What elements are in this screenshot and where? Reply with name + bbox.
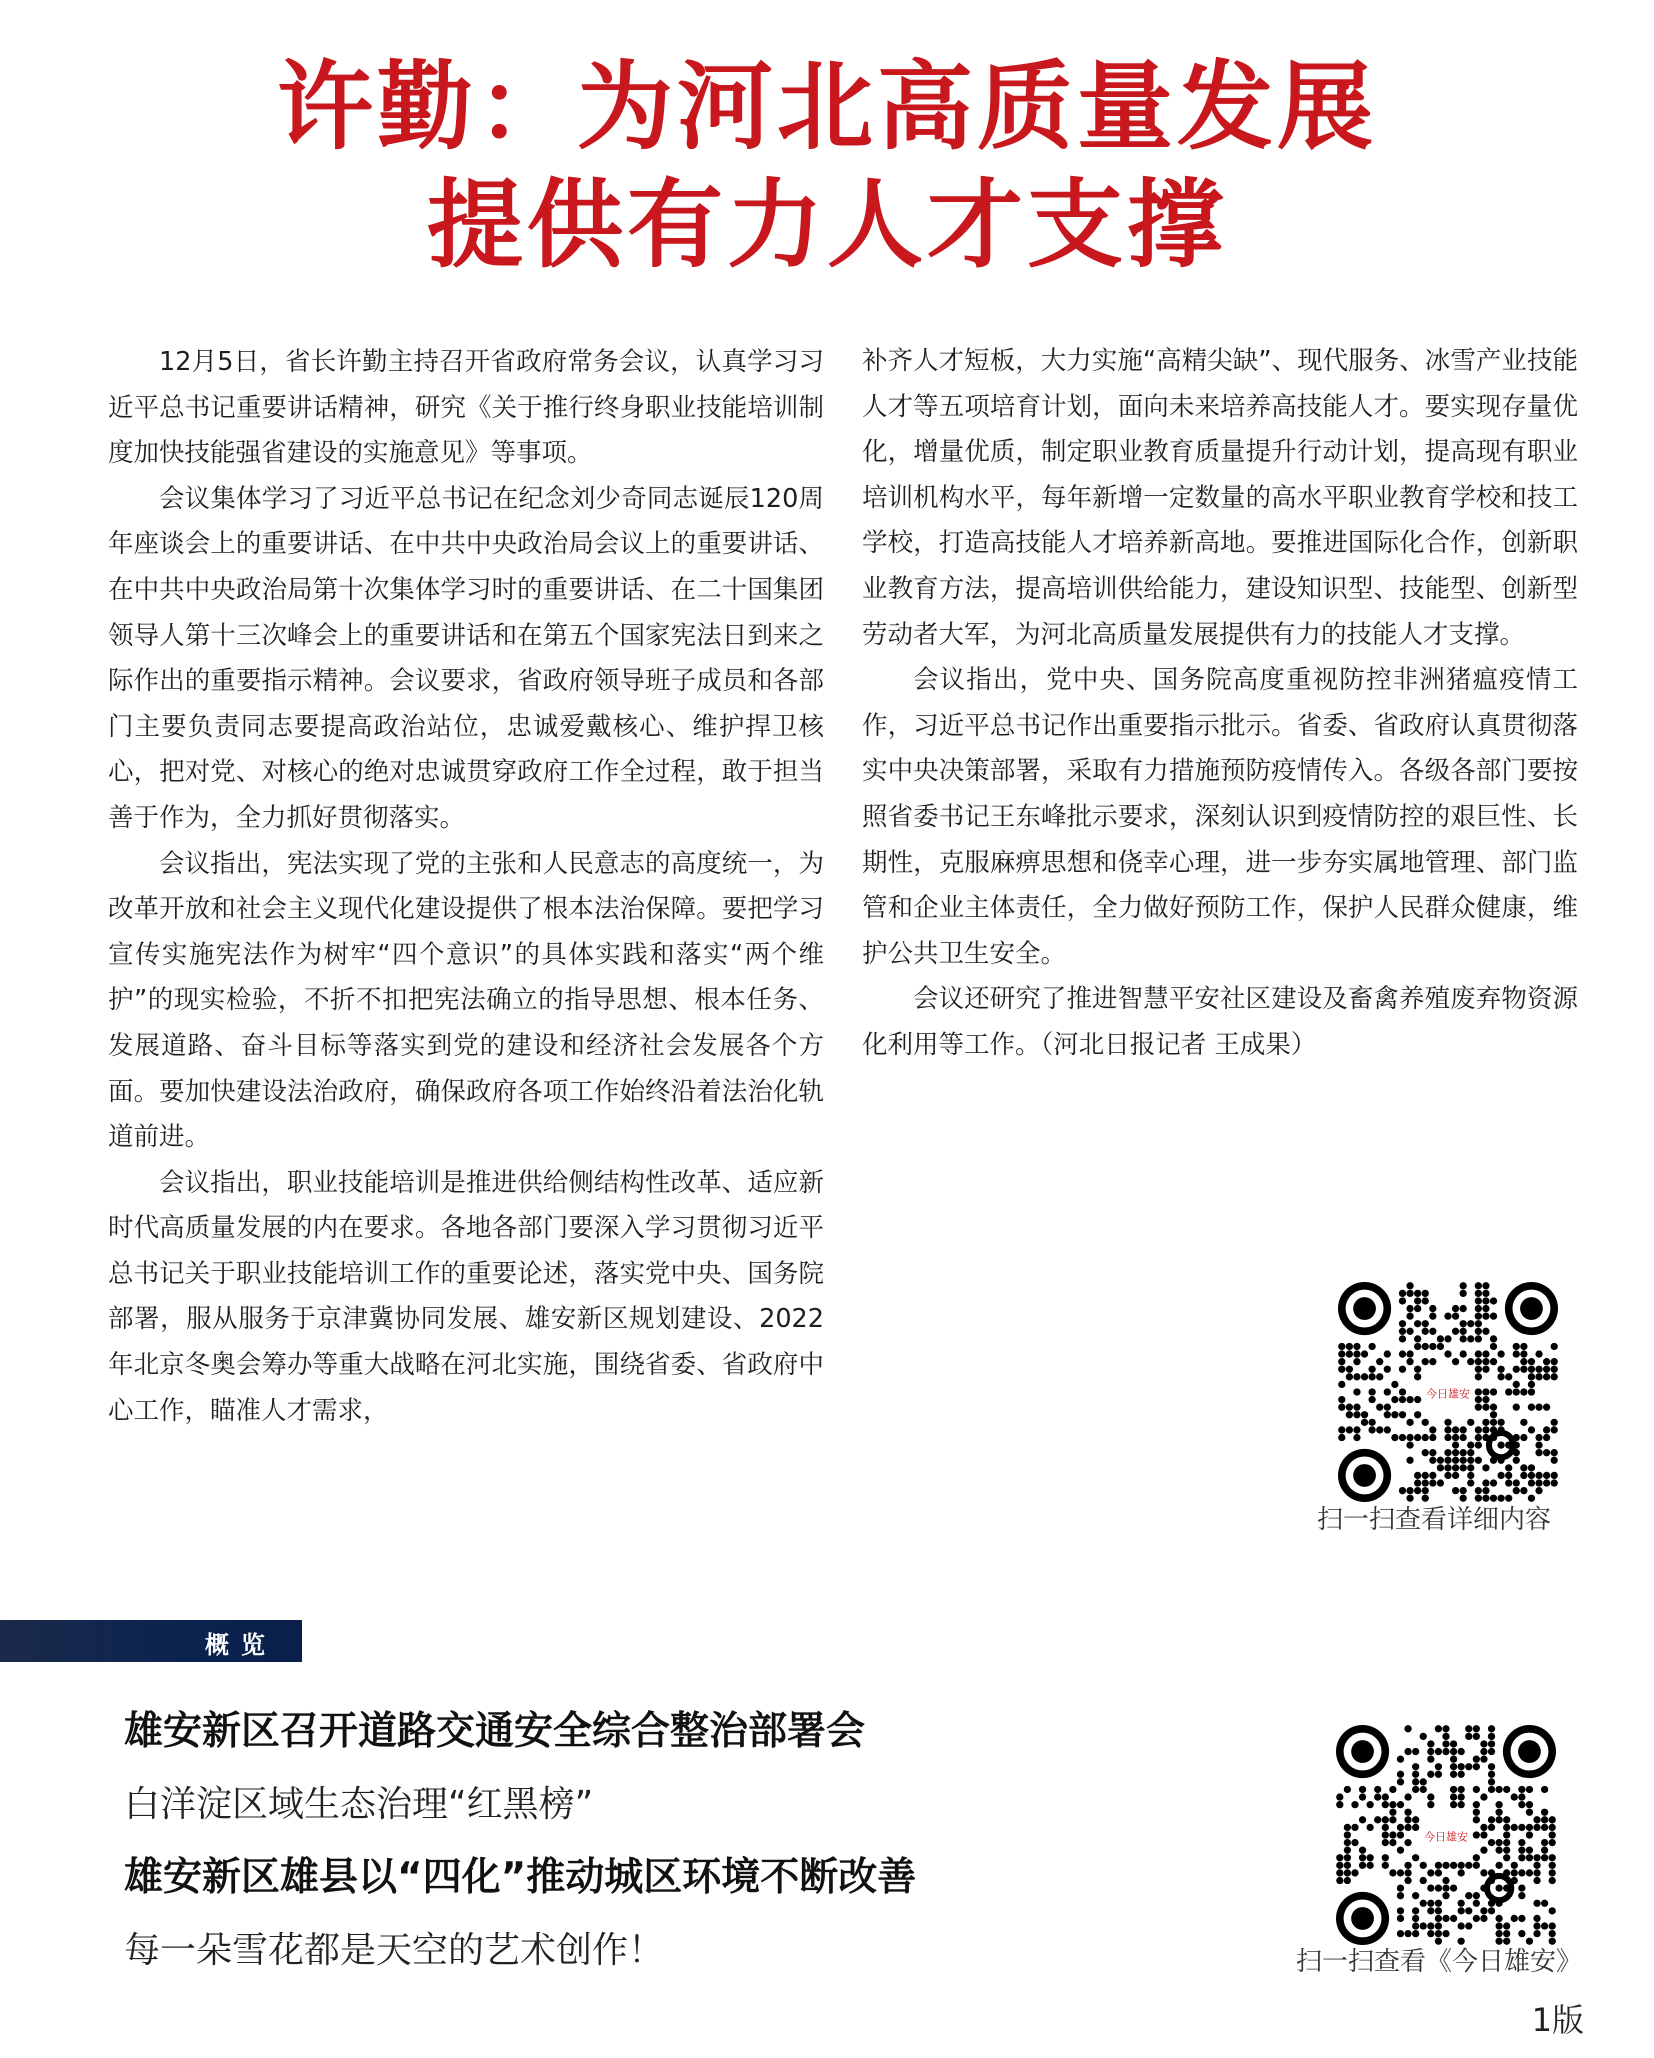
overview-banner xyxy=(0,1620,302,1662)
article-paragraph-4: 会议指出，职业技能培训是推进供给侧结构性改革、适应新时代高质量发展的内在要求。各地各部门要深入学习贯彻习近平总书记关于职业技能培训工作的重要论述，落实党中央、国务院部署，服从服务于京津冀协同发展、雄安新区规划建设、2022年北京冬奥会筹办等重大战略在河北实施，围绕省委、省政府中心工作，瞄准人才需求， xyxy=(108,1167,824,1426)
headline xyxy=(0,48,1654,284)
overview-item-1[interactable]: 雄安新区召开道路交通安全综合整治部署会 xyxy=(124,1709,866,1754)
overview-label: 概览 xyxy=(205,1631,277,1659)
overview-item-2[interactable]: 白洋淀区域生态治理“红黑榜” xyxy=(124,1784,594,1825)
headline-line-1: 许勤：为河北高质量发展 xyxy=(277,50,1377,163)
overview-item-4[interactable]: 每一朵雪花都是天空的艺术创作！ xyxy=(124,1930,665,1971)
qr-code-article[interactable] xyxy=(1338,1282,1558,1502)
qr-logo-text: 今日雄安 xyxy=(1426,1387,1470,1401)
article-paragraph-5: 补齐人才短板，大力实施“高精尖缺”、现代服务、冰雪产业技能人才等五项培育计划，面向未来培养高技能人才。要实现存量优化，增量优质，制定职业教育质量提升行动计划，提高现有职业培训机构水平，每年新增一定数量的高水平职业教育学校和技工学校，打造高技能人才培养新高地。要推进国际化合作，创新职业教育方法，提高培训供给能力，建设知识型、技能型、创新型劳动者大军，为河北高质量发展提供有力的技能人才支撑。 xyxy=(862,346,1578,650)
qr-caption-magazine: 扫一扫查看《今日雄安》 xyxy=(1296,1947,1583,1977)
article-paragraph-7: 会议还研究了推进智慧平安社区建设及畜禽养殖废弃物资源化利用等工作。（河北日报记者 王成果） xyxy=(862,984,1578,1060)
headline-line-2: 提供有力人才支撑 xyxy=(427,168,1227,281)
article-paragraph-6: 会议指出，党中央、国务院高度重视防控非洲猪瘟疫情工作，习近平总书记作出重要指示批示。省委、省政府认真贯彻落实中央决策部署，采取有力措施预防疫情传入。各级各部门要按照省委书记王东峰批示要求，深刻认识到疫情防控的艰巨性、长期性，克服麻痹思想和侥幸心理，进一步夯实属地管理、部门监管和企业主体责任，全力做好预防工作，保护人民群众健康，维护公共卫生安全。 xyxy=(862,665,1578,969)
qr-code-magazine[interactable] xyxy=(1336,1725,1556,1945)
article-paragraph-1: 12月5日，省长许勤主持召开省政府常务会议，认真学习习近平总书记重要讲话精神，研究《关于推行终身职业技能培训制度加快技能强省建设的实施意见》等事项。 xyxy=(108,347,824,469)
overview-item-3[interactable]: 雄安新区雄县以“四化”推动城区环境不断改善 xyxy=(124,1855,917,1900)
article-paragraph-2: 会议集体学习了习近平总书记在纪念刘少奇同志诞辰120周年座谈会上的重要讲话、在中共中央政治局会议上的重要讲话、在中共中央政治局第十次集体学习时的重要讲话、在二十国集团领导人第十三次峰会上的重要讲话和在第五个国家宪法日到来之际作出的重要指示精神。会议要求，省政府领导班子成员和各部门主要负责同志要提高政治站位，忠诚爱戴核心、维护捍卫核心，把对党、对核心的绝对忠诚贯穿政府工作全过程，敢于担当善于作为，全力抓好贯彻落实。 xyxy=(108,483,824,833)
qr-code-article-image xyxy=(1338,1282,1558,1502)
qr-code-magazine-image xyxy=(1336,1725,1556,1945)
qr-logo-text: 今日雄安 xyxy=(1424,1830,1468,1844)
qr-caption-article: 扫一扫查看详细内容 xyxy=(1317,1505,1552,1535)
article-column-right xyxy=(862,339,1578,1069)
page-number: 1版 xyxy=(1531,2001,1584,2039)
article-paragraph-3: 会议指出，宪法实现了党的主张和人民意志的高度统一，为改革开放和社会主义现代化建设提供了根本法治保障。要把学习宣传实施宪法作为树牢“四个意识”的具体实践和落实“两个维护”的现实检验，不折不扣把宪法确立的指导思想、根本任务、发展道路、奋斗目标等落实到党的建设和经济社会发展各个方面。要加快建设法治政府，确保政府各项工作始终沿着法治化轨道前进。 xyxy=(108,848,824,1153)
article-column-left xyxy=(108,340,824,1434)
